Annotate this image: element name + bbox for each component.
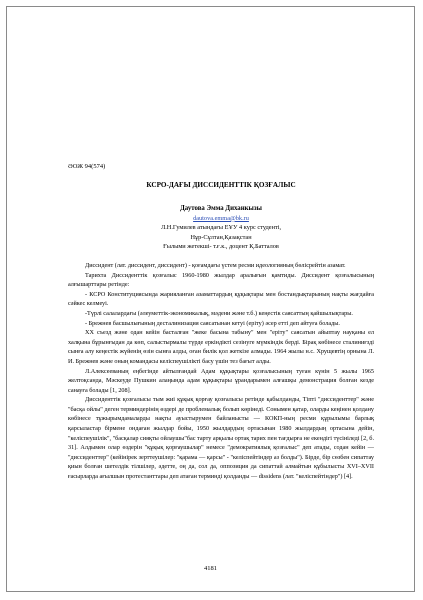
scientific-supervisor: Ғылыми жетекші- т.ғ.к., доцент Қ.Батталов xyxy=(163,243,279,251)
document-page xyxy=(6,6,415,592)
author-affiliation: Л.Н.Гумилев атындағы ЕҰУ 4 курс студенті, xyxy=(160,224,282,232)
paragraph: Л.Алексееваның еңбегінде айтылғандай Адам құқықтары қозғалысының туған күнін 5 жылы 1965 желтоқсанда, Мәскеуде Пушкин алаңында адам құқықтары ұрандарымен алғашқы демонстрация болған кезде санауға болады [1, 208]. xyxy=(68,367,374,394)
article-body xyxy=(68,261,374,482)
author-block xyxy=(68,204,374,252)
paragraph: -Түрлі салалардағы (әлеуметтік-экономикалық, мәдени және т.б.) кеңестік саясаттың қайшылықтары. xyxy=(85,309,353,317)
udc-code: ӘОЖ 94(574) xyxy=(68,163,106,170)
page-content xyxy=(68,163,374,482)
paragraph: XX съезд және одан кейін басталған "жеке басына табыну" мен "еріту" саясатын айыптау науқаны ел халқына бұрынғыдан да көп, салыстырмалы түрде еркіндікті сезінуге мүмкіндік берді. Бірақ көбінесе сталиниғзді сынға алу кеңестік жүйенің өзін сынға алды, оған билік қол жеткізе алмады. 1964 жылы н.с. Хрущевтің орнына Л. И. Брежнев және оның командасы келіспеушілікті басу үшін тез бағыт алды. xyxy=(68,329,374,365)
paragraph: Диссиденттік қозғалысы тым жиі құқық қорғау қозғалысы ретінде қабылданды, Тіпті "диссиденттер" және "басқа ойлы" деген терминдерінің өздері де проблемалық болып көрінеді. Сонымен қатар, оларды кеңінен қолдану көбінесе тұжырымдамаларды нақты ауыстырумен байланысты — КОКП-ның ресми құрылымы барлық қарсыластар бірмене ондаған жылдар бойы, 1950 жылдардың ортасынан 1980 жылдардың ортасына дейін, "келіспеушілік", "басқалар сияқты ойлаушы"бас тарту арқылы ортақ тарих пен тағдырға не екендігі түсініледі [2, б. 31]. Алдымен олар өздерін "құқық қорғаушылар" немесе "демократиялық қозғалыс" деп атады, содан кейін — "диссиденттер" (кейінірек зерттеушілер: "қарама — қарсы" - "келіспейтіндер аз болды"). Бірде, бір сөзбен сипаттау қиын болған шетелдік тілшілер, әдетте, оң да, сол да, оппозиция да сипаттай алмайтын құбылысты XVI–XVII ғасырларда ағылшын протестанттары деп атаған терминді қолданды — dissidens (лат. "келіспейтіндер") [4]. xyxy=(68,396,374,481)
paragraph: Диссидент (лат. диссидент, диссидент) - қоғамдағы үстем ресми идеологияның бөлісрейтін азамат. xyxy=(85,261,346,269)
page-number: 4181 xyxy=(204,565,217,572)
paragraph: Тарихта Диссиденттік қозғалыс 1960-1980 жылдар аралығын қамтиды. Диссидент қозғалысының алғышарттары ретінде: xyxy=(68,271,374,289)
author-city: Нұр-Сұлтан,Қазақстан xyxy=(190,233,252,241)
author-email-link[interactable]: dautova.emma@bk.ru xyxy=(193,214,249,222)
article-title: КСРО-ДАҒЫ ДИССИДЕНТТІК ҚОЗҒАЛЫС xyxy=(146,181,296,189)
author-name: Даутова Эмма Диханкызы xyxy=(180,205,262,212)
paragraph: - КСРО Конституциясында жарияланған азаматтардың құқықтары мен бостандықтарының нақты жағдайға сәйкес келмеуі. xyxy=(68,290,374,308)
paragraph: - Брежнев басшылығының десталинизация саясатынан кетуі (еріту) әсер етті деп айтуға болады. xyxy=(85,319,340,327)
